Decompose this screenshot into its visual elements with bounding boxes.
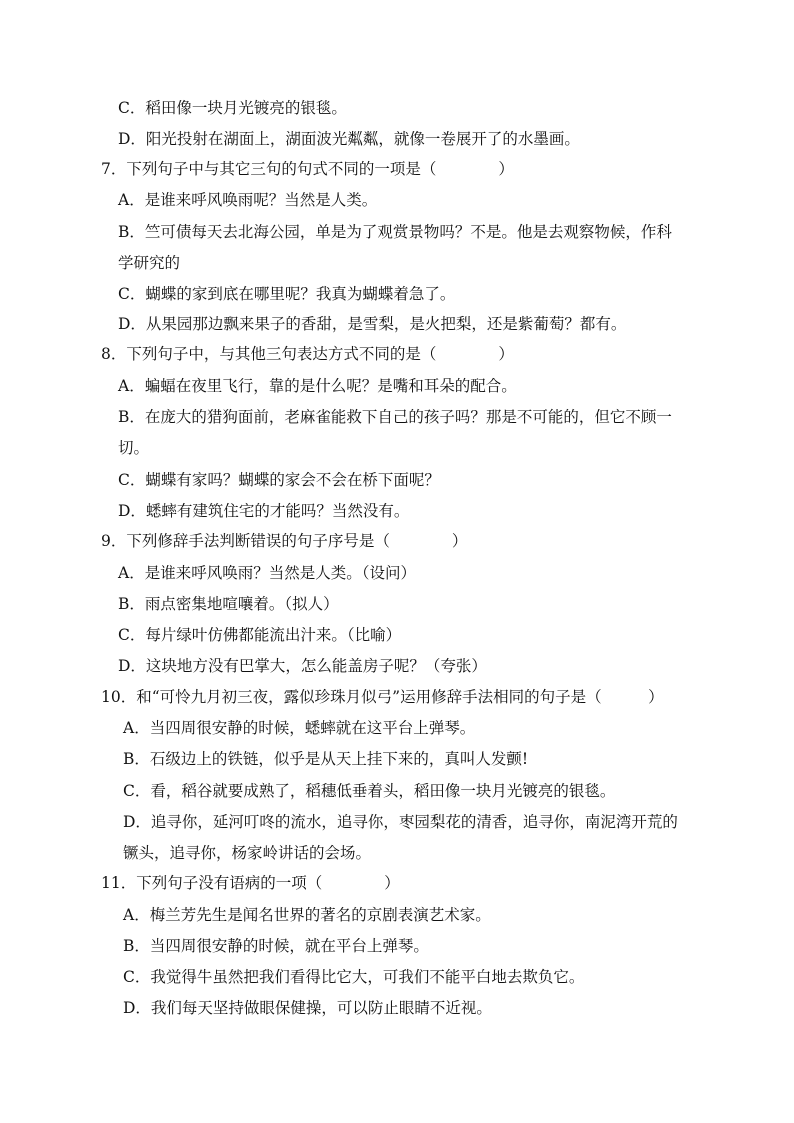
question-8-stem: 8．下列句子中，与其他三句表达方式不同的是（ ） — [101, 345, 514, 363]
q9-option-d: D．这块地方没有巴掌大，怎么能盖房子呢？（夸张） — [118, 657, 487, 675]
q8-option-c: C．蝴蝶有家吗？蝴蝶的家会不会在桥下面呢？ — [118, 471, 440, 489]
q10-option-a: A．当四周很安静的时候，蟋蟀就在这平台上弹琴。 — [123, 719, 476, 737]
q7-option-b: B．竺可债每天去北海公园，单是为了观赏景物吗？不是。他是去观察物候，作科 — [118, 223, 672, 241]
q10-option-d: D．追寻你，延河叮咚的流水，追寻你，枣园梨花的清香，追寻你，南泥湾开荒的 — [123, 813, 678, 831]
q9-option-c: C．每片绿叶仿佛都能流出汁来。（比喻） — [118, 626, 402, 644]
question-11-stem: 11．下列句子没有语病的一项（ ） — [101, 874, 400, 892]
question-9-stem: 9．下列修辞手法判断错误的句子序号是（ ） — [101, 532, 468, 550]
q9-option-b: B．雨点密集地喧嚷着。（拟人） — [118, 595, 339, 613]
q11-option-b: B．当四周很安静的时候，就在平台上弹琴。 — [123, 937, 429, 955]
q7-option-b-cont: 学研究的 — [118, 254, 181, 272]
prev-option-d: D．阳光投射在湖面上，湖面波光粼粼，就像一卷展开了的水墨画。 — [118, 130, 580, 148]
q8-option-a: A．蝙蝠在夜里飞行，靠的是什么呢？是嘴和耳朵的配合。 — [118, 377, 517, 395]
q11-option-c: C．我觉得牛虽然把我们看得比它大，可我们不能平白地去欺负它。 — [123, 968, 585, 986]
q10-option-d-cont: 镢头，追寻你，杨家岭讲话的会场。 — [123, 844, 372, 862]
q11-option-d: D．我们每天坚持做眼保健操，可以防止眼睛不近视。 — [123, 999, 492, 1017]
q10-option-c: C．看，稻谷就要成熟了，稻穗低垂着头，稻田像一块月光镀亮的银毯。 — [123, 782, 616, 800]
q8-option-b: B．在庞大的猎狗面前，老麻雀能救下自己的孩子吗？那是不可能的，但它不顾一 — [118, 408, 672, 426]
q7-option-a: A．是谁来呼风唤雨呢？当然是人类。 — [118, 191, 378, 209]
question-7-stem: 7．下列句子中与其它三句的句式不同的一项是（ ） — [101, 160, 514, 178]
q8-option-b-cont: 切。 — [118, 439, 150, 457]
question-10-stem: 10．和“可怜九月初三夜，露似珍珠月似弓”运用修辞手法相同的句子是（ ） — [101, 688, 664, 706]
q9-option-a: A．是谁来呼风唤雨？当然是人类。（设问） — [118, 564, 416, 582]
q11-option-a: A．梅兰芳先生是闻名世界的著名的京剧表演艺术家。 — [123, 906, 491, 924]
q7-option-c: C．蝴蝶的家到底在哪里呢？我真为蝴蝶着急了。 — [118, 285, 456, 303]
prev-option-c: C．稻田像一块月光镀亮的银毯。 — [118, 99, 347, 117]
q8-option-d: D．蟋蟀有建筑住宅的才能吗？当然没有。 — [118, 502, 410, 520]
q7-option-d: D．从果园那边飘来果子的香甜，是雪梨，是火把梨，还是紫葡萄？都有。 — [118, 315, 627, 333]
q10-option-b: B．石级边上的铁链，似乎是从天上挂下来的，真叫人发颤! — [123, 750, 529, 768]
